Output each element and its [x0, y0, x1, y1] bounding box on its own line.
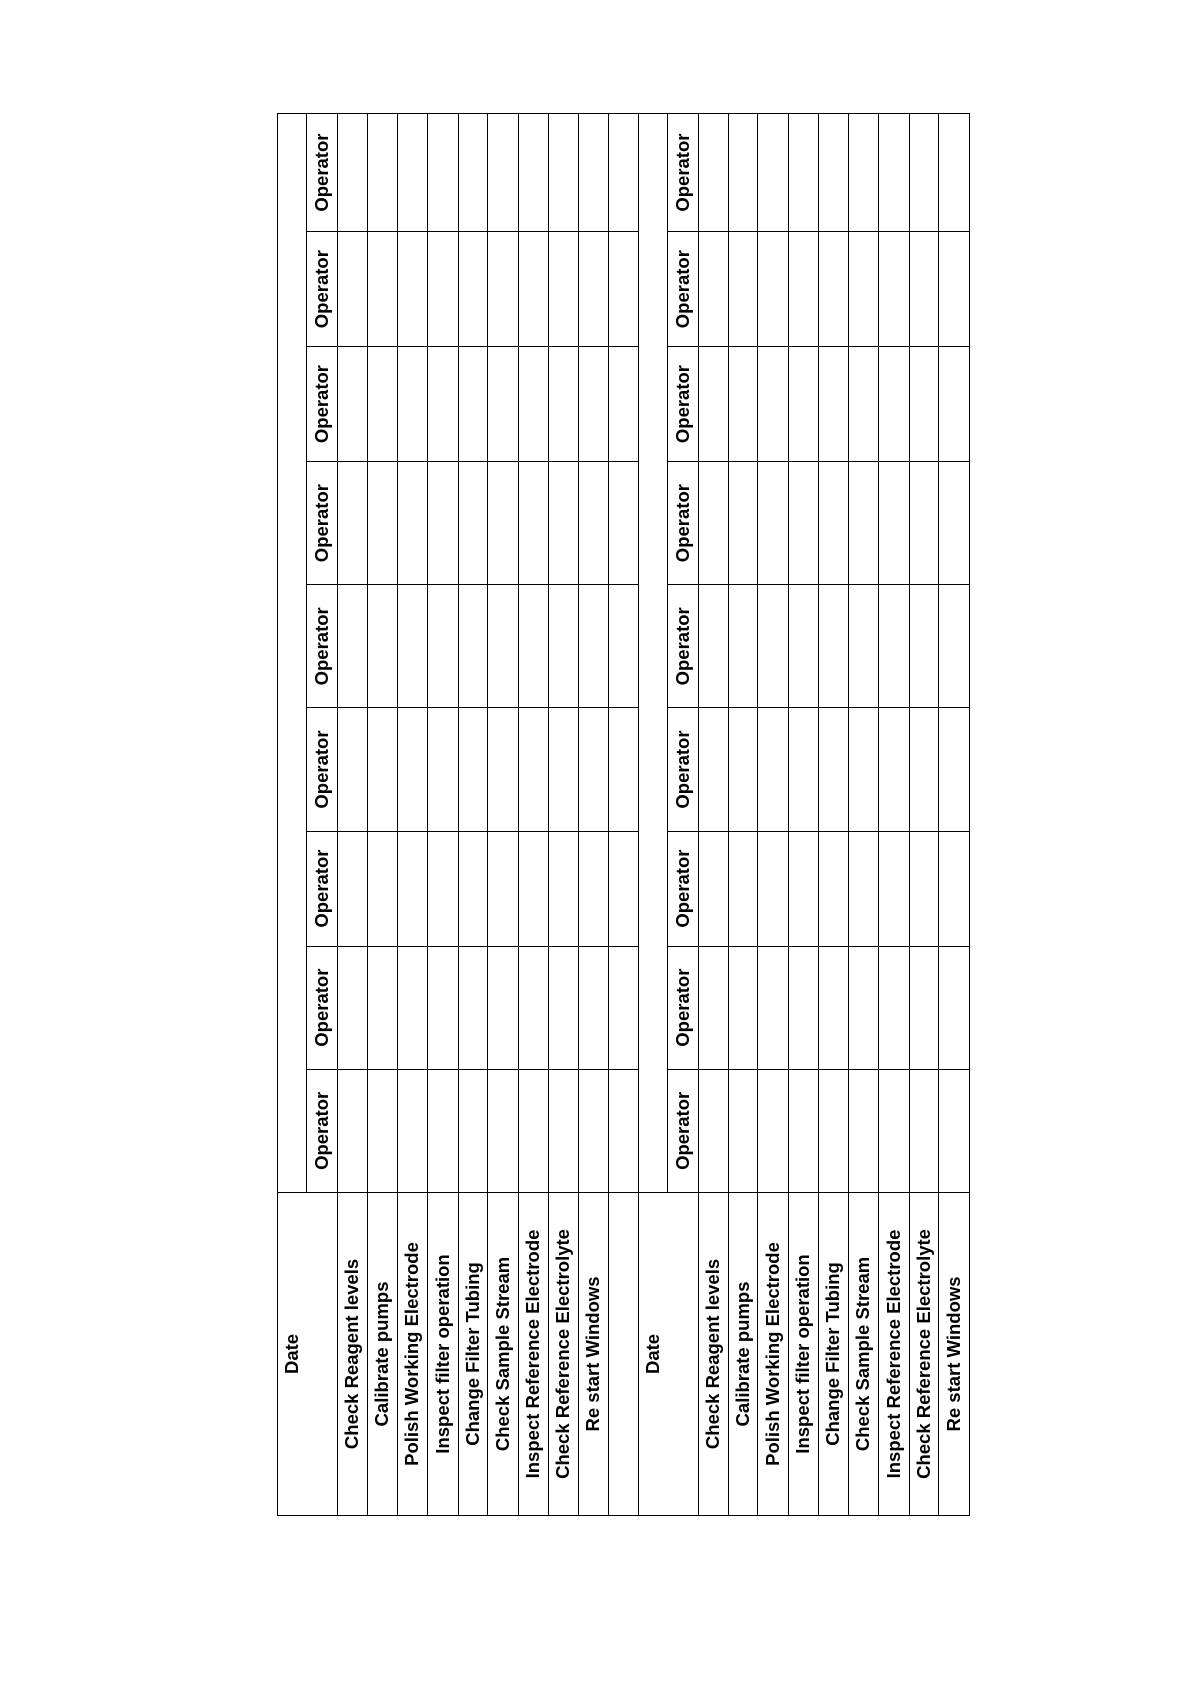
check-cell[interactable]	[549, 462, 578, 585]
check-cell[interactable]	[788, 114, 818, 232]
operator-header: Operator	[307, 462, 337, 585]
check-cell[interactable]	[879, 1069, 909, 1192]
task-label: Check Reference Electrolyte	[909, 1192, 938, 1515]
task-row	[939, 114, 970, 1516]
check-cell[interactable]	[488, 831, 518, 946]
blank-cell	[609, 708, 638, 831]
check-cell[interactable]	[819, 708, 848, 831]
check-cell[interactable]	[397, 1069, 427, 1192]
check-cell[interactable]	[879, 946, 909, 1069]
check-cell[interactable]	[788, 347, 818, 462]
task-label: Inspect filter operation	[428, 1192, 458, 1515]
task-label: Polish Working Electrode	[397, 1192, 427, 1515]
check-cell[interactable]	[819, 585, 848, 708]
check-cell[interactable]	[397, 114, 427, 232]
check-cell[interactable]	[939, 585, 970, 708]
check-cell[interactable]	[578, 462, 608, 585]
task-label: Inspect Reference Electrode	[879, 1192, 909, 1515]
task-label: Polish Working Electrode	[758, 1192, 788, 1515]
check-cell[interactable]	[397, 232, 427, 347]
check-cell[interactable]	[698, 114, 728, 232]
check-cell[interactable]	[337, 1069, 367, 1192]
date-entry-cell[interactable]	[638, 708, 667, 831]
blank-cell	[609, 232, 638, 347]
check-cell[interactable]	[397, 831, 427, 946]
check-cell[interactable]	[819, 347, 848, 462]
check-cell[interactable]	[758, 232, 788, 347]
check-cell[interactable]	[698, 1069, 728, 1192]
check-cell[interactable]	[728, 232, 757, 347]
check-cell[interactable]	[397, 585, 427, 708]
operator-header: Operator	[668, 232, 698, 347]
check-cell[interactable]	[368, 347, 397, 462]
task-row	[879, 114, 909, 1516]
operator-header: Operator	[307, 347, 337, 462]
check-cell[interactable]	[848, 831, 878, 946]
task-row	[518, 114, 548, 1516]
check-cell[interactable]	[819, 232, 848, 347]
operator-header: Operator	[307, 114, 337, 232]
maintenance-log-sheet	[277, 113, 970, 1516]
task-row	[368, 114, 397, 1516]
task-label: Re start Windows	[578, 1192, 608, 1515]
check-cell[interactable]	[518, 831, 548, 946]
operator-header: Operator	[668, 585, 698, 708]
task-label: Check Reagent levels	[337, 1192, 367, 1515]
check-cell[interactable]	[549, 831, 578, 946]
date-label: Date	[278, 1192, 307, 1515]
check-cell[interactable]	[578, 708, 608, 831]
blank-cell	[609, 831, 638, 946]
date-entry-cell[interactable]	[638, 946, 667, 1069]
check-cell[interactable]	[578, 946, 608, 1069]
check-cell[interactable]	[698, 232, 728, 347]
check-cell[interactable]	[848, 946, 878, 1069]
check-cell[interactable]	[848, 708, 878, 831]
check-cell[interactable]	[939, 946, 970, 1069]
check-cell[interactable]	[939, 232, 970, 347]
check-cell[interactable]	[819, 946, 848, 1069]
date-entry-cell[interactable]	[278, 708, 307, 831]
check-cell[interactable]	[458, 232, 487, 347]
check-cell[interactable]	[337, 347, 367, 462]
check-cell[interactable]	[549, 347, 578, 462]
check-cell[interactable]	[939, 462, 970, 585]
check-cell[interactable]	[909, 232, 938, 347]
task-row	[488, 114, 518, 1516]
maintenance-log-table	[277, 113, 970, 1516]
operator-header: Operator	[307, 946, 337, 1069]
check-cell[interactable]	[758, 585, 788, 708]
check-cell[interactable]	[488, 585, 518, 708]
operator-header: Operator	[307, 831, 337, 946]
task-row	[819, 114, 848, 1516]
operator-header: Operator	[668, 1069, 698, 1192]
check-cell[interactable]	[788, 585, 818, 708]
check-cell[interactable]	[368, 946, 397, 1069]
check-cell[interactable]	[368, 462, 397, 585]
check-cell[interactable]	[337, 831, 367, 946]
task-label: Change Filter Tubing	[458, 1192, 487, 1515]
check-cell[interactable]	[698, 585, 728, 708]
check-cell[interactable]	[458, 1069, 487, 1192]
check-cell[interactable]	[848, 232, 878, 347]
check-cell[interactable]	[879, 347, 909, 462]
check-cell[interactable]	[368, 708, 397, 831]
check-cell[interactable]	[758, 1069, 788, 1192]
check-cell[interactable]	[728, 1069, 757, 1192]
check-cell[interactable]	[518, 347, 548, 462]
check-cell[interactable]	[549, 114, 578, 232]
check-cell[interactable]	[909, 114, 938, 232]
date-entry-cell[interactable]	[638, 462, 667, 585]
date-entry-cell[interactable]	[638, 831, 667, 946]
check-cell[interactable]	[549, 708, 578, 831]
date-entry-cell[interactable]	[278, 232, 307, 347]
check-cell[interactable]	[428, 462, 458, 585]
date-row	[278, 114, 307, 1516]
check-cell[interactable]	[819, 114, 848, 232]
check-cell[interactable]	[428, 347, 458, 462]
blank-cell	[609, 347, 638, 462]
task-row	[788, 114, 818, 1516]
task-label: Calibrate pumps	[368, 1192, 397, 1515]
date-entry-cell[interactable]	[278, 347, 307, 462]
check-cell[interactable]	[939, 708, 970, 831]
task-row	[428, 114, 458, 1516]
operator-row	[307, 114, 337, 1516]
rotated-table-wrapper	[277, 113, 970, 1516]
check-cell[interactable]	[549, 585, 578, 708]
date-entry-cell[interactable]	[278, 1069, 307, 1192]
check-cell[interactable]	[909, 708, 938, 831]
check-cell[interactable]	[909, 1069, 938, 1192]
check-cell[interactable]	[578, 585, 608, 708]
check-cell[interactable]	[909, 347, 938, 462]
check-cell[interactable]	[698, 462, 728, 585]
check-cell[interactable]	[428, 232, 458, 347]
check-cell[interactable]	[518, 1069, 548, 1192]
check-cell[interactable]	[578, 831, 608, 946]
check-cell[interactable]	[879, 232, 909, 347]
task-row	[728, 114, 757, 1516]
check-cell[interactable]	[488, 114, 518, 232]
check-cell[interactable]	[458, 585, 487, 708]
check-cell[interactable]	[728, 114, 757, 232]
check-cell[interactable]	[337, 946, 367, 1069]
blank-cell	[609, 946, 638, 1069]
blank-cell	[609, 1192, 638, 1515]
check-cell[interactable]	[848, 1069, 878, 1192]
check-cell[interactable]	[758, 708, 788, 831]
check-cell[interactable]	[698, 831, 728, 946]
date-row	[638, 114, 667, 1516]
check-cell[interactable]	[518, 114, 548, 232]
check-cell[interactable]	[428, 831, 458, 946]
check-cell[interactable]	[368, 114, 397, 232]
check-cell[interactable]	[848, 114, 878, 232]
check-cell[interactable]	[518, 946, 548, 1069]
task-label: Inspect Reference Electrode	[518, 1192, 548, 1515]
check-cell[interactable]	[458, 347, 487, 462]
check-cell[interactable]	[549, 946, 578, 1069]
task-row	[909, 114, 938, 1516]
check-cell[interactable]	[518, 708, 548, 831]
check-cell[interactable]	[488, 232, 518, 347]
check-cell[interactable]	[939, 1069, 970, 1192]
check-cell[interactable]	[337, 462, 367, 585]
check-cell[interactable]	[728, 831, 757, 946]
task-label: Re start Windows	[939, 1192, 970, 1515]
operator-header: Operator	[307, 585, 337, 708]
date-entry-cell[interactable]	[278, 831, 307, 946]
check-cell[interactable]	[758, 831, 788, 946]
check-cell[interactable]	[488, 946, 518, 1069]
check-cell[interactable]	[578, 232, 608, 347]
check-cell[interactable]	[879, 585, 909, 708]
check-cell[interactable]	[819, 1069, 848, 1192]
task-label: Inspect filter operation	[788, 1192, 818, 1515]
check-cell[interactable]	[788, 462, 818, 585]
date-entry-cell[interactable]	[278, 946, 307, 1069]
check-cell[interactable]	[758, 347, 788, 462]
operator-header: Operator	[668, 708, 698, 831]
check-cell[interactable]	[848, 347, 878, 462]
check-cell[interactable]	[788, 831, 818, 946]
check-cell[interactable]	[788, 946, 818, 1069]
check-cell[interactable]	[788, 232, 818, 347]
check-cell[interactable]	[728, 462, 757, 585]
check-cell[interactable]	[518, 232, 548, 347]
check-cell[interactable]	[368, 831, 397, 946]
check-cell[interactable]	[549, 1069, 578, 1192]
check-cell[interactable]	[337, 232, 367, 347]
task-label: Check Reagent levels	[698, 1192, 728, 1515]
check-cell[interactable]	[337, 114, 367, 232]
date-entry-cell[interactable]	[638, 232, 667, 347]
task-row	[848, 114, 878, 1516]
check-cell[interactable]	[428, 585, 458, 708]
check-cell[interactable]	[428, 708, 458, 831]
task-row	[337, 114, 367, 1516]
check-cell[interactable]	[848, 585, 878, 708]
check-cell[interactable]	[458, 946, 487, 1069]
check-cell[interactable]	[879, 831, 909, 946]
task-row	[578, 114, 608, 1516]
check-cell[interactable]	[728, 708, 757, 831]
check-cell[interactable]	[848, 462, 878, 585]
operator-header: Operator	[307, 708, 337, 831]
task-row	[458, 114, 487, 1516]
operator-header: Operator	[668, 347, 698, 462]
operator-header: Operator	[307, 1069, 337, 1192]
check-cell[interactable]	[549, 232, 578, 347]
check-cell[interactable]	[758, 946, 788, 1069]
check-cell[interactable]	[879, 708, 909, 831]
task-row	[397, 114, 427, 1516]
check-cell[interactable]	[909, 831, 938, 946]
check-cell[interactable]	[939, 831, 970, 946]
check-cell[interactable]	[578, 114, 608, 232]
check-cell[interactable]	[458, 708, 487, 831]
check-cell[interactable]	[518, 585, 548, 708]
check-cell[interactable]	[728, 585, 757, 708]
check-cell[interactable]	[368, 232, 397, 347]
check-cell[interactable]	[788, 1069, 818, 1192]
check-cell[interactable]	[428, 1069, 458, 1192]
check-cell[interactable]	[428, 946, 458, 1069]
operator-row-label	[668, 1192, 698, 1515]
check-cell[interactable]	[368, 585, 397, 708]
task-label: Check Sample Stream	[488, 1192, 518, 1515]
check-cell[interactable]	[909, 946, 938, 1069]
check-cell[interactable]	[819, 462, 848, 585]
check-cell[interactable]	[397, 347, 427, 462]
task-row	[758, 114, 788, 1516]
check-cell[interactable]	[397, 708, 427, 831]
check-cell[interactable]	[819, 831, 848, 946]
check-cell[interactable]	[337, 708, 367, 831]
task-label: Check Sample Stream	[848, 1192, 878, 1515]
operator-row	[668, 114, 698, 1516]
check-cell[interactable]	[488, 708, 518, 831]
check-cell[interactable]	[337, 585, 367, 708]
operator-header: Operator	[668, 114, 698, 232]
check-cell[interactable]	[518, 462, 548, 585]
operator-header: Operator	[668, 831, 698, 946]
check-cell[interactable]	[578, 1069, 608, 1192]
check-cell[interactable]	[879, 114, 909, 232]
check-cell[interactable]	[458, 831, 487, 946]
blank-cell	[609, 1069, 638, 1192]
check-cell[interactable]	[939, 114, 970, 232]
check-cell[interactable]	[368, 1069, 397, 1192]
date-entry-cell[interactable]	[278, 462, 307, 585]
date-entry-cell[interactable]	[638, 347, 667, 462]
check-cell[interactable]	[578, 347, 608, 462]
check-cell[interactable]	[488, 347, 518, 462]
task-row	[549, 114, 578, 1516]
check-cell[interactable]	[728, 946, 757, 1069]
operator-header: Operator	[307, 232, 337, 347]
blank-cell	[609, 585, 638, 708]
check-cell[interactable]	[428, 114, 458, 232]
check-cell[interactable]	[488, 1069, 518, 1192]
check-cell[interactable]	[879, 462, 909, 585]
blank-cell	[609, 462, 638, 585]
date-entry-cell[interactable]	[638, 1069, 667, 1192]
blank-row	[609, 114, 638, 1516]
check-cell[interactable]	[397, 462, 427, 585]
task-label: Calibrate pumps	[728, 1192, 757, 1515]
check-cell[interactable]	[397, 946, 427, 1069]
check-cell[interactable]	[728, 347, 757, 462]
date-entry-cell[interactable]	[278, 585, 307, 708]
check-cell[interactable]	[698, 347, 728, 462]
check-cell[interactable]	[698, 708, 728, 831]
date-entry-cell[interactable]	[638, 585, 667, 708]
check-cell[interactable]	[939, 347, 970, 462]
date-label: Date	[638, 1192, 667, 1515]
task-label: Change Filter Tubing	[819, 1192, 848, 1515]
operator-header: Operator	[668, 946, 698, 1069]
check-cell[interactable]	[758, 462, 788, 585]
check-cell[interactable]	[788, 708, 818, 831]
check-cell[interactable]	[458, 462, 487, 585]
operator-row-label	[307, 1192, 337, 1515]
check-cell[interactable]	[909, 462, 938, 585]
date-entry-cell[interactable]	[638, 114, 667, 232]
operator-header: Operator	[668, 462, 698, 585]
check-cell[interactable]	[909, 585, 938, 708]
check-cell[interactable]	[488, 462, 518, 585]
check-cell[interactable]	[698, 946, 728, 1069]
task-row	[698, 114, 728, 1516]
blank-cell	[609, 114, 638, 232]
check-cell[interactable]	[758, 114, 788, 232]
task-label: Check Reference Electrolyte	[549, 1192, 578, 1515]
date-entry-cell[interactable]	[278, 114, 307, 232]
check-cell[interactable]	[458, 114, 487, 232]
